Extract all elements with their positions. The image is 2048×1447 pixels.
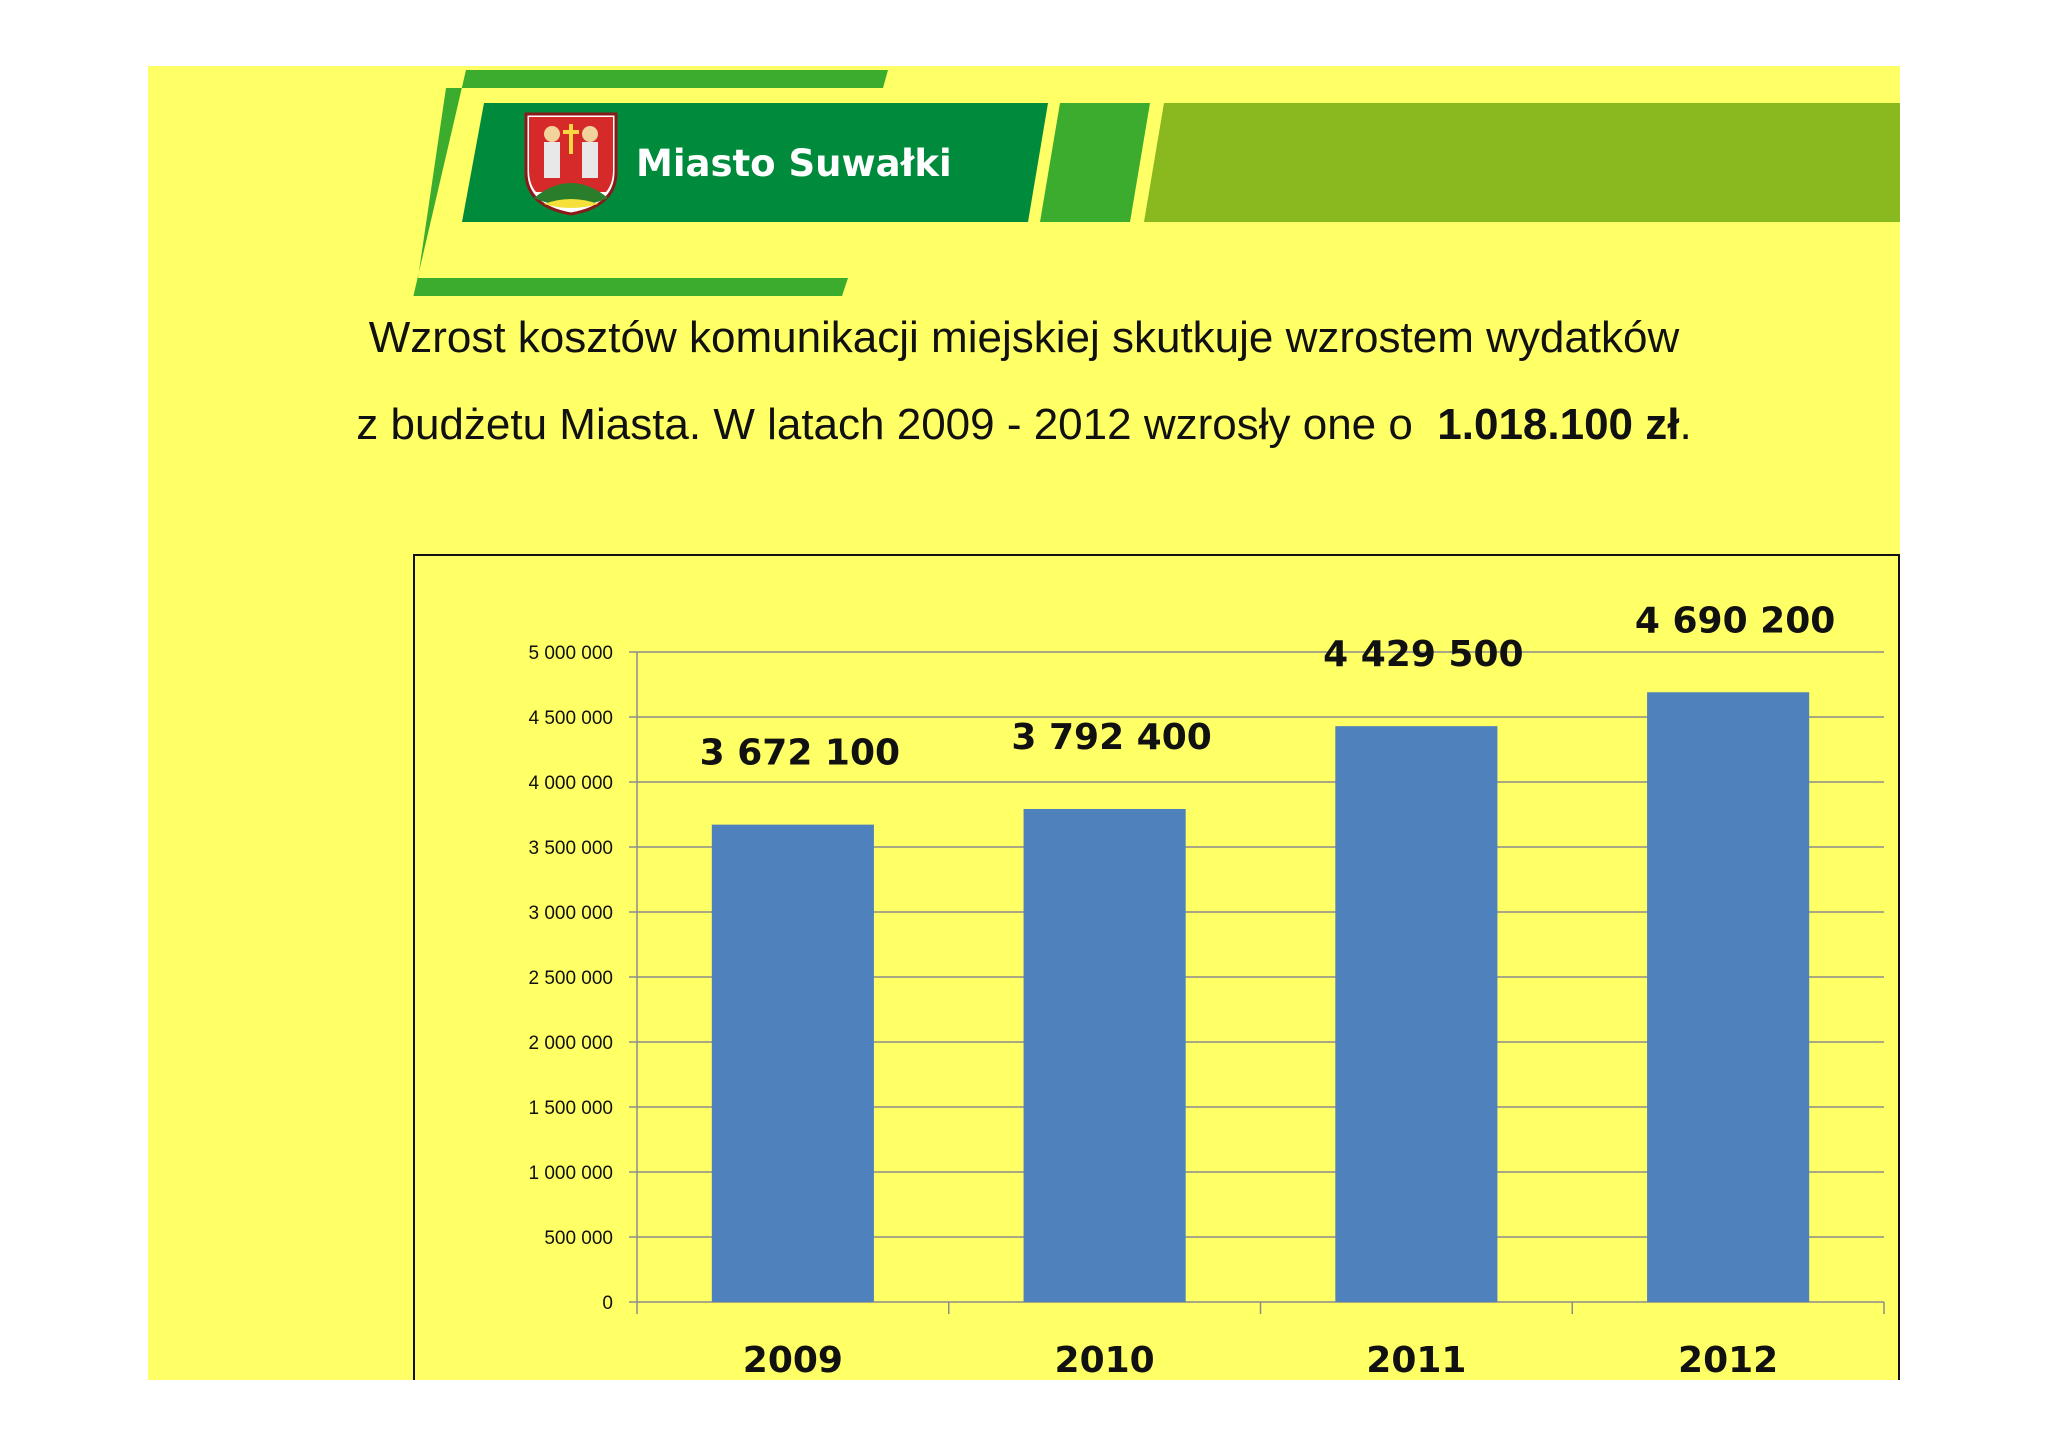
y-tick-label: 1 000 000 [528,1163,613,1184]
x-category-label: 2010 [1054,1340,1155,1381]
bar [1335,726,1497,1302]
y-tick-label: 500 000 [544,1228,613,1249]
data-label: 4 429 500 [1323,634,1524,676]
y-tick-label: 0 [602,1293,613,1314]
chart-frame [413,554,1900,1380]
title-line-2 [148,400,1900,450]
x-category-label: 2011 [1366,1340,1467,1381]
data-label: 3 792 400 [1011,716,1212,758]
y-tick-label: 3 000 000 [528,903,613,924]
x-category-label: 2012 [1678,1340,1779,1381]
y-tick-label: 2 500 000 [528,968,613,989]
bar [1647,692,1809,1302]
data-label: 3 672 100 [699,732,901,774]
y-tick-label: 5 000 000 [528,643,613,664]
logo-text: Miasto Suwałki [636,142,952,185]
title-line-2-suffix: . [1679,400,1692,449]
y-tick-label: 3 500 000 [528,838,613,859]
y-tick-label: 2 000 000 [528,1033,613,1054]
banner-light-green-bar [1144,103,1900,222]
bar [712,825,874,1302]
data-label: 4 690 200 [1634,600,1836,642]
y-tick-label: 4 500 000 [528,708,613,729]
title-amount: 1.018.100 zł [1437,400,1680,449]
coat-of-arms-icon [526,114,616,214]
title-line-2-prefix: z budżetu Miasta. W latach 2009 - 2012 wzrosły one o [356,400,1413,449]
x-category-label: 2009 [742,1340,843,1381]
banner-green-stripe [1040,103,1150,222]
slide [148,66,1900,1380]
y-tick-label: 1 500 000 [528,1098,613,1119]
bar-chart [415,556,1898,1380]
title-line-1: Wzrost kosztów komunikacji miejskiej skutkuje wzrostem wydatków [368,313,1680,362]
bar [1024,809,1186,1302]
y-tick-label: 4 000 000 [528,773,613,794]
header-banner [148,66,1900,296]
